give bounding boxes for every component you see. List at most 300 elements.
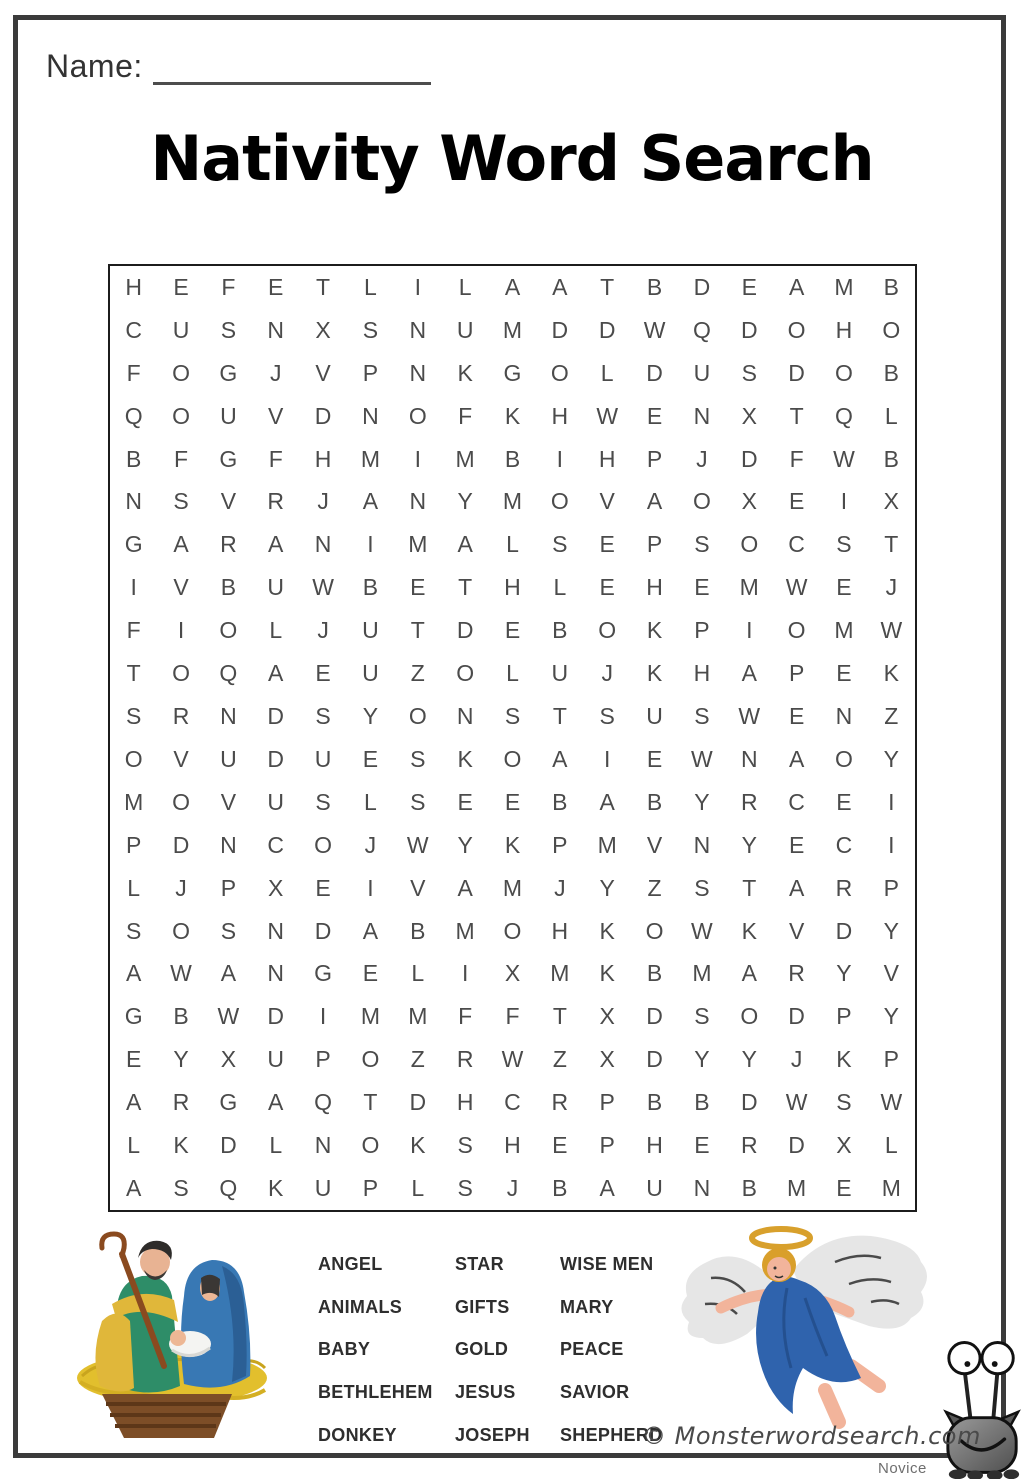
grid-letter: O — [172, 788, 190, 815]
grid-letter: O — [408, 703, 427, 730]
grid-letter: E — [362, 745, 379, 772]
grid-letter: E — [646, 745, 663, 772]
grid-letter: B — [694, 1089, 710, 1116]
grid-letter: N — [409, 488, 427, 515]
angel-illustration — [675, 1218, 935, 1433]
grid-letter: F — [505, 1003, 520, 1030]
grid-letter: D — [788, 359, 805, 386]
grid-letter: P — [836, 1003, 852, 1030]
grid-letter: O — [124, 745, 143, 772]
grid-letter: T — [552, 703, 567, 730]
grid-letter: S — [552, 531, 568, 558]
grid-letter: S — [220, 316, 237, 343]
grid-letter: C — [835, 831, 853, 858]
grid-letter: Y — [836, 960, 852, 987]
grid-letter: N — [267, 316, 285, 343]
grid-letter: A — [126, 1089, 142, 1116]
grid-letter: R — [740, 788, 758, 815]
word-item: ANIMALS — [318, 1296, 403, 1317]
grid-letter: P — [788, 660, 805, 687]
grid-letter: E — [268, 273, 284, 300]
grid-letter: A — [173, 531, 189, 558]
grid-letter: S — [173, 1175, 189, 1202]
grid-letter: E — [836, 1175, 852, 1202]
grid-letter: B — [883, 273, 899, 300]
grid-letter: O — [172, 660, 190, 687]
word-item: JESUS — [455, 1382, 516, 1403]
grid-letter: V — [788, 917, 805, 944]
name-row — [46, 44, 431, 85]
grid-letter: A — [741, 660, 757, 687]
grid-letter: E — [504, 788, 521, 815]
grid-letter: U — [172, 316, 190, 343]
grid-letter: O — [408, 402, 427, 429]
grid-letter: B — [646, 1089, 663, 1116]
grid-letter: D — [788, 1132, 805, 1159]
grid-letter: Y — [741, 1046, 757, 1073]
grid-letter: O — [456, 660, 475, 687]
grid-letter: Y — [694, 788, 710, 815]
grid-letter: W — [501, 1046, 524, 1073]
grid-letter: E — [599, 574, 615, 601]
grid-letter: D — [220, 1132, 237, 1159]
grid-letter: J — [364, 831, 377, 858]
grid-letter: E — [552, 1132, 568, 1159]
grid-letter: A — [268, 660, 284, 687]
grid-letter: W — [406, 831, 429, 858]
angel-eye — [774, 1267, 777, 1270]
grid-letter: Q — [314, 1089, 333, 1116]
grid-letter: S — [694, 531, 710, 558]
grid-letter: Q — [219, 660, 238, 687]
grid-letter: H — [314, 445, 332, 472]
grid-letter: P — [362, 1175, 379, 1202]
grid-letter: G — [219, 1089, 238, 1116]
grid-letter: M — [455, 917, 475, 944]
grid-letter: E — [362, 960, 379, 987]
grid-letter: B — [173, 1003, 189, 1030]
grid-letter: U — [456, 316, 474, 343]
grid-letter: X — [741, 402, 757, 429]
grid-letter: M — [692, 960, 712, 987]
grid-letter: P — [883, 874, 899, 901]
grid-letter: K — [599, 917, 615, 944]
grid-letter: Q — [219, 1175, 238, 1202]
grid-letter: X — [315, 316, 331, 343]
grid-letter: F — [268, 445, 283, 472]
grid-letter: O — [172, 359, 190, 386]
grid-letter: I — [604, 745, 611, 772]
grid-letter: L — [884, 402, 898, 429]
grid-letter: W — [691, 917, 713, 944]
grid-letter: V — [883, 960, 899, 987]
grid-letter: W — [312, 574, 334, 601]
grid-letter: V — [220, 488, 237, 515]
word-item: BABY — [318, 1339, 371, 1360]
grid-letter: A — [646, 488, 663, 515]
grid-letter: D — [172, 831, 190, 858]
grid-letter: T — [600, 273, 615, 300]
grid-letter: X — [504, 960, 521, 987]
grid-letter: O — [503, 917, 522, 944]
grid-letter: Y — [883, 917, 899, 944]
grid-letter: O — [787, 316, 806, 343]
grid-letter: Z — [410, 660, 425, 687]
grid-letter: C — [788, 788, 805, 815]
grid-letter: K — [883, 660, 899, 687]
halo — [752, 1229, 810, 1247]
word-list — [318, 1243, 662, 1457]
grid-letter: O — [172, 402, 190, 429]
grid-letter: C — [267, 831, 285, 858]
grid-letter: J — [175, 874, 187, 901]
grid-letter: I — [130, 574, 137, 601]
grid-letter: S — [457, 1175, 473, 1202]
grid-letter: M — [502, 874, 523, 901]
grid-letter: Z — [410, 1046, 425, 1073]
grid-letter: K — [504, 402, 521, 429]
grid-letter: D — [409, 1089, 427, 1116]
grid-letter: I — [461, 960, 469, 987]
grid-letter: V — [599, 488, 615, 515]
grid-letter: R — [788, 960, 805, 987]
grid-letter: I — [177, 617, 185, 644]
grid-letter: K — [457, 745, 473, 772]
grid-letter: N — [362, 402, 379, 429]
grid-letter: N — [267, 960, 285, 987]
grid-letter: W — [643, 316, 666, 343]
grid-letter: H — [598, 445, 616, 472]
grid-letter: A — [126, 960, 142, 987]
grid-letter: N — [314, 1132, 332, 1159]
grid-letter: F — [126, 359, 141, 386]
grid-letter: D — [740, 1089, 758, 1116]
grid-letter: A — [220, 960, 237, 987]
grid-letter: I — [367, 874, 374, 901]
grid-letter: O — [314, 831, 333, 858]
grid-letter: G — [124, 1003, 143, 1030]
name-label: Name: — [46, 48, 143, 84]
grid-letter: T — [884, 531, 899, 558]
grid-letter: A — [504, 273, 521, 300]
grid-letter: E — [126, 1046, 142, 1073]
word-item: JOSEPH — [455, 1425, 530, 1446]
grid-letter: O — [882, 316, 901, 343]
grid-letter: L — [269, 1132, 283, 1159]
grid-letter: N — [409, 359, 427, 386]
grid-letter: L — [364, 273, 377, 300]
grid-letter: S — [315, 788, 331, 815]
grid-letter: G — [219, 445, 238, 472]
grid-letter: P — [646, 445, 663, 472]
grid-letter: O — [740, 1003, 759, 1030]
grid-letter: K — [268, 1175, 284, 1202]
grid-letter: B — [646, 273, 663, 300]
grid-letter: D — [267, 1003, 285, 1030]
grid-letter: Y — [173, 1046, 189, 1073]
grid-letter: X — [220, 1046, 237, 1073]
grid-letter: D — [646, 1046, 663, 1073]
grid-letter: K — [504, 831, 521, 858]
grid-letter: N — [125, 488, 142, 515]
grid-letter: R — [740, 1132, 758, 1159]
grid-letter: S — [126, 917, 142, 944]
grid-letter: K — [836, 1046, 852, 1073]
grid-letter: M — [502, 488, 523, 515]
grid-letter: R — [456, 1046, 474, 1073]
grid-letter: W — [170, 960, 192, 987]
grid-letter: D — [551, 316, 569, 343]
grid-letter: N — [693, 402, 711, 429]
grid-letter: S — [741, 359, 757, 386]
word-list-column — [318, 1243, 455, 1457]
grid-letter: R — [267, 488, 285, 515]
grid-letter: S — [315, 703, 331, 730]
grid-letter: R — [551, 1089, 569, 1116]
grid-letter: L — [364, 788, 377, 815]
grid-letter: Y — [457, 831, 473, 858]
grid-letter: P — [599, 1089, 615, 1116]
grid-letter: S — [410, 788, 426, 815]
grid-letter: L — [506, 660, 519, 687]
grid-letter: H — [456, 1089, 474, 1116]
grid-letter: M — [408, 531, 428, 558]
grid-letter: H — [693, 660, 711, 687]
grid-letter: A — [552, 745, 568, 772]
grid-letter: L — [127, 874, 141, 901]
grid-letter: E — [741, 273, 757, 300]
grid-letter: H — [551, 402, 569, 429]
grid-letter: P — [126, 831, 142, 858]
grid-letter: T — [316, 273, 331, 300]
grid-letter: A — [788, 745, 805, 772]
grid-letter: M — [124, 788, 144, 815]
grid-letter: O — [361, 1132, 380, 1159]
grid-letter: X — [836, 1132, 852, 1159]
grid-letter: A — [599, 1175, 615, 1202]
letter-grid — [108, 264, 917, 1212]
grid-letter: L — [884, 1132, 898, 1159]
grid-letter: E — [694, 1132, 710, 1159]
grid-letter: U — [267, 574, 285, 601]
grid-letter: T — [410, 617, 425, 644]
grid-letter: K — [599, 960, 615, 987]
grid-letter: T — [789, 402, 804, 429]
grid-letter: P — [315, 1046, 331, 1073]
grid-letter: H — [551, 917, 569, 944]
grid-letter: Q — [692, 316, 711, 343]
grid-letter: X — [268, 874, 284, 901]
grid-letter: D — [740, 445, 758, 472]
grid-letter: W — [217, 1003, 240, 1030]
grid-letter: N — [456, 703, 474, 730]
grid-letter: Y — [694, 1046, 710, 1073]
grid-letter: J — [696, 445, 708, 472]
grid-letter: M — [739, 574, 759, 601]
grid-letter: R — [172, 1089, 190, 1116]
grid-letter: B — [552, 788, 568, 815]
grid-letter: U — [267, 788, 285, 815]
grid-letter: B — [362, 574, 379, 601]
grid-letter: E — [836, 574, 852, 601]
grid-letter: N — [693, 1175, 711, 1202]
grid-letter: O — [503, 745, 522, 772]
grid-letter: Y — [883, 1003, 899, 1030]
grid-letter: L — [600, 359, 614, 386]
grid-letter: L — [411, 1175, 425, 1202]
grid-letter: G — [124, 531, 143, 558]
grid-letter: K — [457, 359, 473, 386]
grid-letter: F — [126, 617, 141, 644]
grid-letter: X — [599, 1046, 615, 1073]
grid-letter: M — [787, 1175, 807, 1202]
grid-letter: P — [883, 1046, 899, 1073]
grid-letter: J — [885, 574, 898, 601]
grid-letter: J — [506, 1175, 519, 1202]
grid-letter: V — [268, 402, 284, 429]
monster-eye-left — [949, 1343, 980, 1374]
grid-letter: J — [790, 1046, 803, 1073]
grid-letter: M — [502, 316, 523, 343]
grid-letter: V — [220, 788, 237, 815]
grid-letter: R — [172, 703, 190, 730]
page-title: Nativity Word Search — [150, 122, 874, 195]
grid-letter: M — [455, 445, 475, 472]
grid-letter: M — [834, 273, 854, 300]
grid-letter: A — [457, 531, 473, 558]
grid-letter: O — [598, 617, 617, 644]
grid-letter: T — [363, 1089, 378, 1116]
grid-letter: M — [550, 960, 570, 987]
grid-letter: E — [315, 874, 331, 901]
grid-letter: W — [691, 745, 713, 772]
grid-letter: S — [362, 316, 379, 343]
grid-letter: A — [457, 874, 473, 901]
grid-letter: A — [552, 273, 568, 300]
grid-letter: V — [410, 874, 426, 901]
grid-letter: O — [550, 359, 569, 386]
grid-letter: D — [314, 917, 332, 944]
grid-letter: A — [362, 488, 379, 515]
grid-letter: X — [599, 1003, 615, 1030]
grid-letter: V — [315, 359, 331, 386]
grid-letter: T — [742, 874, 757, 901]
grid-letter: P — [220, 874, 237, 901]
grid-letter: L — [269, 617, 283, 644]
grid-letter: B — [646, 788, 663, 815]
grid-letter: W — [738, 703, 761, 730]
grid-letter: M — [408, 1003, 428, 1030]
grid-letter: T — [126, 660, 141, 687]
grid-letter: B — [504, 445, 521, 472]
grid-letter: V — [173, 745, 189, 772]
monster-eye-right — [982, 1343, 1013, 1374]
grid-letter: F — [458, 1003, 473, 1030]
grid-letter: O — [835, 745, 853, 772]
grid-letter: T — [458, 574, 473, 601]
grid-letter: J — [269, 359, 282, 386]
grid-letter: Y — [457, 488, 473, 515]
grid-letter: E — [504, 617, 521, 644]
word-item: BETHLEHEM — [318, 1382, 433, 1403]
grid-letter: P — [694, 617, 710, 644]
grid-letter: O — [219, 617, 238, 644]
pupil-left — [964, 1361, 970, 1367]
grid-letter: A — [268, 531, 284, 558]
grid-letter: A — [788, 273, 805, 300]
grid-letter: D — [693, 273, 711, 300]
word-item: MARY — [560, 1296, 614, 1317]
grid-letter: P — [646, 531, 663, 558]
grid-letter: G — [219, 359, 238, 386]
grid-letter: E — [646, 402, 663, 429]
grid-letter: C — [125, 316, 142, 343]
word-item: GIFTS — [455, 1296, 510, 1317]
grid-letter: M — [834, 617, 854, 644]
grid-letter: K — [646, 617, 663, 644]
grid-letter: G — [503, 359, 522, 386]
grid-letter: F — [789, 445, 804, 472]
word-item: GOLD — [455, 1339, 509, 1360]
grid-letter: U — [646, 703, 663, 730]
grid-letter: H — [646, 1132, 663, 1159]
grid-letter: D — [456, 617, 474, 644]
grid-letter: Y — [362, 703, 379, 730]
word-item: SHEPHERD — [560, 1425, 663, 1446]
word-item: STAR — [455, 1253, 504, 1274]
grid-letter: A — [788, 874, 805, 901]
grid-letter: G — [314, 960, 333, 987]
grid-letter: L — [411, 960, 425, 987]
grid-letter: N — [220, 703, 237, 730]
grid-letter: L — [127, 1132, 141, 1159]
grid-letter: B — [220, 574, 237, 601]
grid-letter: H — [504, 1132, 521, 1159]
grid-letter: E — [836, 660, 852, 687]
word-list-column — [455, 1243, 560, 1457]
grid-letter: Z — [884, 703, 899, 730]
word-item: DONKEY — [318, 1425, 397, 1446]
grid-letter: K — [741, 917, 757, 944]
grid-letter: E — [788, 831, 805, 858]
grid-letter: S — [836, 531, 852, 558]
grid-letter: Y — [599, 874, 615, 901]
word-item: SAVIOR — [560, 1382, 630, 1403]
grid-letter: O — [740, 531, 759, 558]
grid-letter: O — [550, 488, 569, 515]
grid-letter: H — [835, 316, 853, 343]
grid-letter: J — [601, 660, 613, 687]
grid-letter: O — [361, 1046, 380, 1073]
grid-letter: E — [788, 703, 805, 730]
grid-letter: V — [173, 574, 189, 601]
grid-letter: S — [457, 1132, 473, 1159]
grid-letter: K — [646, 660, 663, 687]
word-item: WISE MEN — [560, 1253, 654, 1274]
grid-letter: B — [552, 1175, 568, 1202]
grid-letter: E — [410, 574, 426, 601]
grid-letter: B — [741, 1175, 757, 1202]
grid-letter: S — [694, 1003, 710, 1030]
joseph-shawl-left — [95, 1314, 134, 1392]
grid-letter: P — [552, 831, 568, 858]
grid-letter: B — [646, 960, 663, 987]
grid-letter: I — [367, 531, 374, 558]
grid-letter: B — [552, 617, 568, 644]
grid-letter: A — [268, 1089, 284, 1116]
grid-letter: D — [267, 703, 285, 730]
grid-letter: W — [785, 574, 808, 601]
